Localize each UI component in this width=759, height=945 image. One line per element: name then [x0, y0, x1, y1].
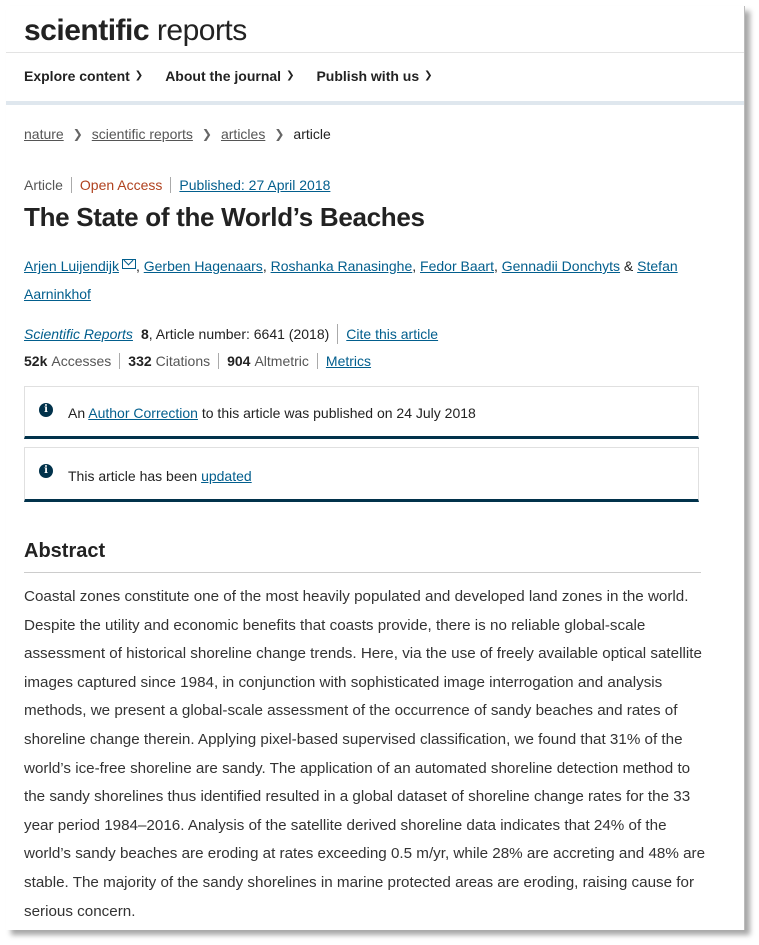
- logo-bold: scientific: [24, 14, 150, 47]
- breadcrumb-scientific-reports[interactable]: scientific reports: [91, 126, 193, 142]
- chevron-right-icon: ❯: [274, 127, 285, 141]
- journal-link[interactable]: Scientific Reports: [24, 326, 133, 342]
- citations-count: 332: [128, 353, 152, 369]
- author-link[interactable]: Roshanka Ranasinghe: [270, 258, 413, 274]
- author-correction-notice: [24, 386, 699, 439]
- logo-rest: reports: [149, 14, 247, 47]
- notice-post: to this article was published on 24 July 2018: [197, 405, 476, 421]
- breadcrumb-current: article: [293, 126, 331, 142]
- accesses-label: Accesses: [51, 353, 112, 369]
- divider: [337, 324, 338, 344]
- citations-label: Citations: [155, 353, 211, 369]
- author-link[interactable]: Fedor Baart: [420, 258, 494, 274]
- notice-text: [68, 405, 476, 421]
- accesses-metric: [24, 353, 119, 369]
- header-divider: [6, 52, 744, 53]
- main-nav: [24, 68, 433, 84]
- breadcrumb-nature[interactable]: nature: [24, 126, 64, 142]
- published-date-link[interactable]: Published: 27 April 2018: [179, 177, 331, 193]
- citations-metric: [119, 353, 218, 369]
- chevron-down-icon: ❯: [134, 69, 144, 81]
- page-frame: [6, 6, 745, 930]
- updated-link[interactable]: updated: [201, 468, 252, 484]
- author-link[interactable]: Gennadii Donchyts: [501, 258, 621, 274]
- author-separator: ,: [412, 258, 421, 274]
- article-title: The State of the World’s Beaches: [24, 202, 425, 232]
- info-icon: i: [39, 403, 53, 417]
- cite-article-link[interactable]: Cite this article: [346, 326, 439, 342]
- chevron-down-icon: ❯: [424, 69, 433, 81]
- author-separator: &: [620, 258, 638, 274]
- altmetric-label: Altmetric: [254, 353, 309, 369]
- site-logo[interactable]: [24, 14, 247, 48]
- author-separator: ,: [493, 258, 502, 274]
- citation-line: [24, 324, 438, 344]
- abstract-text: Coastal zones constitute one of the most heavily populated and developed land zones in the world. Despite the utility and economic benefits that coasts provide, there is no reliable global-scale assessment of historical shoreline change trends. Here, via the use of freely available optical satellite images captured since 1984, in conjunction with sophisticated image interrogation and analysis methods, we present a global-scale assessment of the occurrence of sandy beaches and rates of shoreline change therein. Applying pixel-based supervised classification, we found that 31% of the world’s ice-free shoreline are sandy. The application of an automated shoreline detection method to the sandy shorelines thus identified resulted in a global dataset of shoreline change rates for the 33 year period 1984–2016. Analysis of the satellite derived shoreline data indicates that 24% of the world’s sandy beaches are eroding at rates exceeding 0.5 m/yr, while 28% are accreting and 48% are stable. The majority of the sandy shorelines in marine protected areas are eroding, raising cause for serious concern.: [24, 588, 706, 920]
- accesses-count: 52k: [24, 353, 48, 369]
- breadcrumb: [24, 126, 331, 142]
- notice-text: [68, 468, 252, 484]
- author-list: [24, 252, 704, 308]
- nav-label: About the journal: [165, 68, 282, 84]
- open-access-badge: Open Access: [71, 177, 171, 193]
- author-link[interactable]: Stefan Aarninkhof: [24, 258, 678, 302]
- metrics-link[interactable]: Metrics: [325, 353, 372, 369]
- nav-label: Explore content: [24, 68, 130, 84]
- chevron-right-icon: ❯: [201, 127, 212, 141]
- abstract-heading: Abstract: [24, 540, 106, 562]
- notice-pre: This article has been: [68, 468, 202, 484]
- author-separator: ,: [135, 258, 144, 274]
- author-link[interactable]: Arjen Luijendijk: [24, 258, 119, 274]
- article-type: Article: [24, 177, 63, 193]
- article-metrics: [24, 353, 379, 369]
- journal-volume: 8: [140, 326, 149, 342]
- altmetric-metric: [218, 353, 317, 369]
- article-updated-notice: [24, 447, 699, 502]
- article-number: , Article number: 6641 (2018): [148, 326, 330, 342]
- chevron-down-icon: ❯: [286, 69, 295, 81]
- info-icon: i: [39, 464, 53, 478]
- author-link[interactable]: Gerben Hagenaars: [143, 258, 263, 274]
- mail-icon[interactable]: [122, 259, 136, 269]
- chevron-right-icon: ❯: [72, 127, 83, 141]
- altmetric-count: 904: [227, 353, 251, 369]
- author-separator: ,: [262, 258, 271, 274]
- breadcrumb-articles[interactable]: articles: [220, 126, 266, 142]
- nav-label: Publish with us: [316, 68, 420, 84]
- abstract-divider: [24, 572, 701, 573]
- nav-divider: [6, 101, 744, 105]
- nav-publish[interactable]: [316, 68, 432, 84]
- nav-about-journal[interactable]: [165, 68, 294, 84]
- author-correction-link[interactable]: Author Correction: [88, 405, 198, 421]
- article-meta: [24, 177, 338, 193]
- notice-pre: An: [68, 405, 89, 421]
- nav-explore-content[interactable]: [24, 68, 143, 84]
